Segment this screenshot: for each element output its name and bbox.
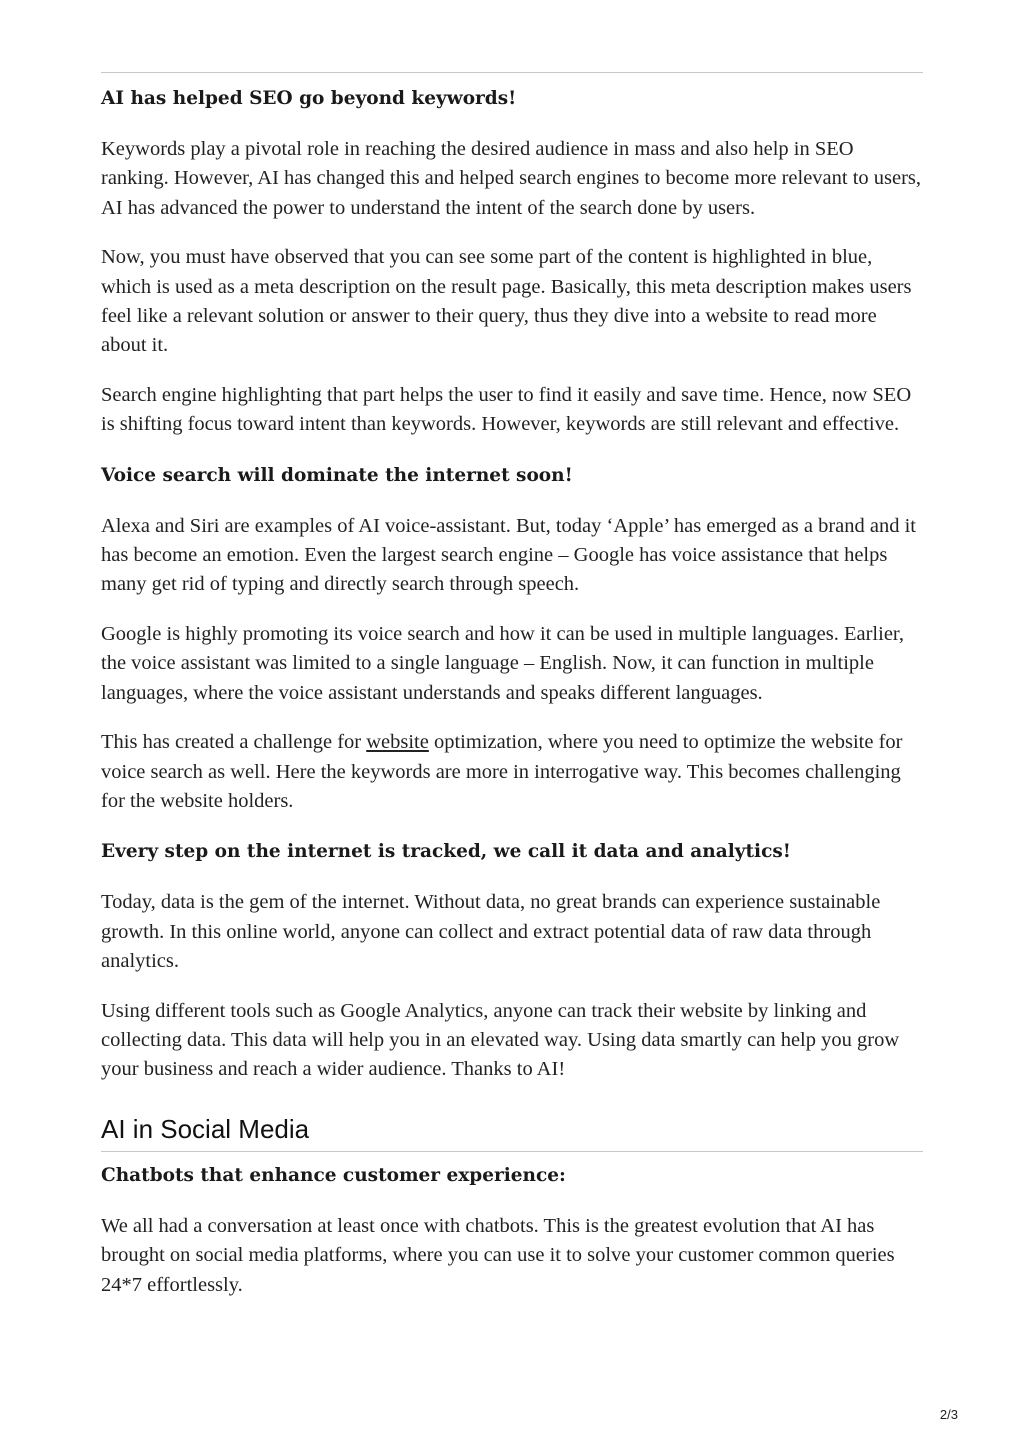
paragraph-text-before-link: This has created a challenge for bbox=[101, 731, 367, 754]
heading-data-analytics: Every step on the internet is tracked, we call it data and analytics! bbox=[101, 841, 791, 863]
heading-voice-search: Voice search will dominate the internet soon! bbox=[101, 464, 573, 486]
document-page bbox=[101, 0, 923, 1300]
paragraph: Keywords play a pivotal role in reaching the desired audience in mass and also help in SEO ranking. However, AI has changed this and helped search engines to become more relevant to users, AI has advanced the power to understand the intent of the search done by users. bbox=[101, 138, 922, 219]
page-number: 2/3 bbox=[939, 1407, 958, 1422]
top-divider bbox=[101, 72, 923, 73]
paragraph: Alexa and Siri are examples of AI voice-assistant. But, today ‘Apple’ has emerged as a brand and it has become an emotion. Even the largest search engine – Google has voice assistance that helps many get rid of typing and directly search through speech. bbox=[101, 514, 917, 596]
paragraph-with-link bbox=[101, 728, 923, 816]
section-title-social-media: AI in Social Media bbox=[101, 1113, 310, 1144]
heading-seo-keywords: AI has helped SEO go beyond keywords! bbox=[101, 88, 517, 109]
paragraph-text-after-link: optimization, where you need to optimize the website for voice search as well. Here the keywords are more in interrogative way. This becomes challenging for the website holders. bbox=[101, 731, 903, 812]
paragraph: Search engine highlighting that part helps the user to find it easily and save time. Hence, now SEO is shifting focus toward intent than keywords. However, keywords are still relevant and effective. bbox=[101, 383, 912, 436]
paragraph: Today, data is the gem of the internet. Without data, no great brands can experience sustainable growth. In this online world, anyone can collect and extract potential data of raw data through analytics. bbox=[101, 891, 881, 973]
website-link[interactable]: website bbox=[366, 731, 429, 754]
paragraph: Using different tools such as Google Analytics, anyone can track their website by linking and collecting data. This data will help you in an elevated way. Using data smartly can help you grow your business and reach a wider audience. Thanks to AI! bbox=[101, 999, 900, 1081]
paragraph: We all had a conversation at least once with chatbots. This is the greatest evolution that AI has brought on social media platforms, where you can use it to solve your customer common queries 24*7 effortlessly. bbox=[101, 1214, 895, 1296]
paragraph: Google is highly promoting its voice search and how it can be used in multiple languages. Earlier, the voice assistant was limited to a single language – English. Now, it can function in multiple languages, where the voice assistant understands and speaks different languages. bbox=[101, 622, 905, 704]
section-divider bbox=[101, 1151, 923, 1152]
heading-chatbots: Chatbots that enhance customer experience: bbox=[101, 1164, 566, 1186]
paragraph: Now, you must have observed that you can see some part of the content is highlighted in blue, which is used as a meta description on the result page. Basically, this meta description makes users feel like a relevant solution or answer to their query, thus they dive into a website to read more about it. bbox=[101, 246, 912, 357]
